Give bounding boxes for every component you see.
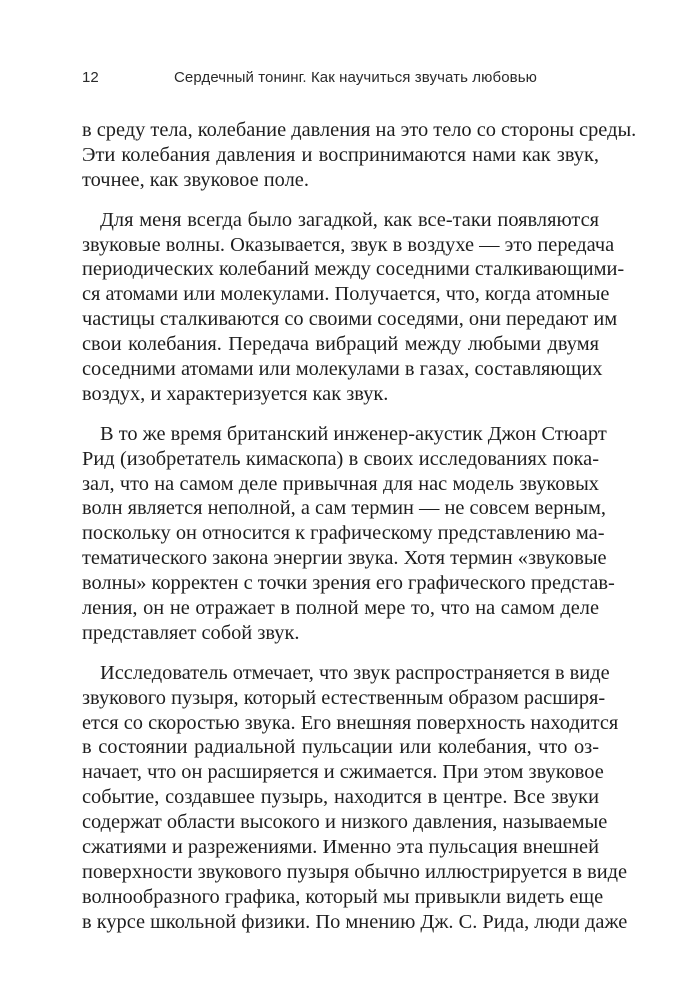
text-line: в состоянии радиальной пульсации или колебания, что оз-	[82, 736, 599, 759]
text-line: соседними атомами или молекулами в газах, составляющих	[82, 358, 603, 381]
text-line: Для меня всегда было загадкой, как все-таки появляются	[100, 208, 599, 231]
text-line: Исследователь отмечает, что звук распространяется в виде	[100, 661, 610, 684]
text-line: в курсе школьной физики. По мнению Дж. С. Рида, люди даже	[82, 910, 628, 933]
text-line: волны» корректен с точки зрения его графического представ-	[82, 572, 615, 595]
page-number: 12	[82, 69, 99, 86]
text-line: частицы сталкиваются со своими соседями, они передают им	[82, 308, 618, 331]
text-line: тематического закона энергии звука. Хотя термин «звуковые	[82, 547, 607, 570]
text-line: содержат области высокого и низкого давления, называемые	[82, 811, 608, 834]
text-line: Рид (изобретатель кимаскопа) в своих исследованиях пока-	[82, 447, 599, 470]
text-line: представляет собой звук.	[82, 621, 300, 644]
text-line: волнообразного графика, который мы привыкли видеть еще	[82, 885, 604, 908]
text-line: поверхности звукового пузыря обычно иллюстрируется в виде	[82, 860, 628, 883]
paragraph	[82, 422, 615, 646]
paragraph	[82, 661, 628, 935]
paragraph	[82, 118, 637, 193]
text-line: волн является неполной, а сам термин — не совсем верным,	[82, 497, 607, 520]
running-head	[82, 69, 611, 93]
text-line: сжатиями и разрежениями. Именно эта пульсация внешней	[82, 836, 599, 859]
text-line: звуковые волны. Оказывается, звук в воздухе — это передача	[82, 233, 615, 256]
text-line: ся атомами или молекулами. Получается, что, когда атомные	[82, 283, 610, 306]
text-line: ется со скоростью звука. Его внешняя поверхность находится	[82, 711, 619, 734]
text-line: ления, он не отражает в полной мере то, что на самом деле	[82, 597, 599, 620]
text-line: начает, что он расширяется и сжимается. При этом звуковое	[82, 761, 604, 784]
text-line: периодических колебаний между соседними сталкивающими-	[82, 258, 625, 281]
text-line: зал, что на самом деле привычная для нас модель звуковых	[82, 472, 599, 495]
text-line: поскольку он относится к графическому представлению ма-	[82, 522, 605, 545]
paragraph	[82, 208, 625, 407]
text-line: свои колебания. Передача вибраций между любыми двумя	[82, 333, 599, 356]
text-line: точнее, как звуковое поле.	[82, 168, 309, 191]
text-line: воздух, и характеризуется как звук.	[82, 382, 389, 405]
text-line: Эти колебания давления и воспринимаются нами как звук,	[82, 143, 599, 166]
text-line: в среду тела, колебание давления на это тело со стороны среды.	[82, 119, 637, 141]
text-line: событие, создавшее пузырь, находится в центре. Все звуки	[82, 786, 599, 809]
body-text	[82, 118, 637, 950]
text-line: звукового пузыря, который естественным образом расширя-	[82, 686, 606, 709]
text-line: В то же время британский инженер-акустик Джон Стюарт	[100, 422, 607, 445]
book-title: Сердечный тонинг. Как научиться звучать любовью	[174, 69, 537, 86]
